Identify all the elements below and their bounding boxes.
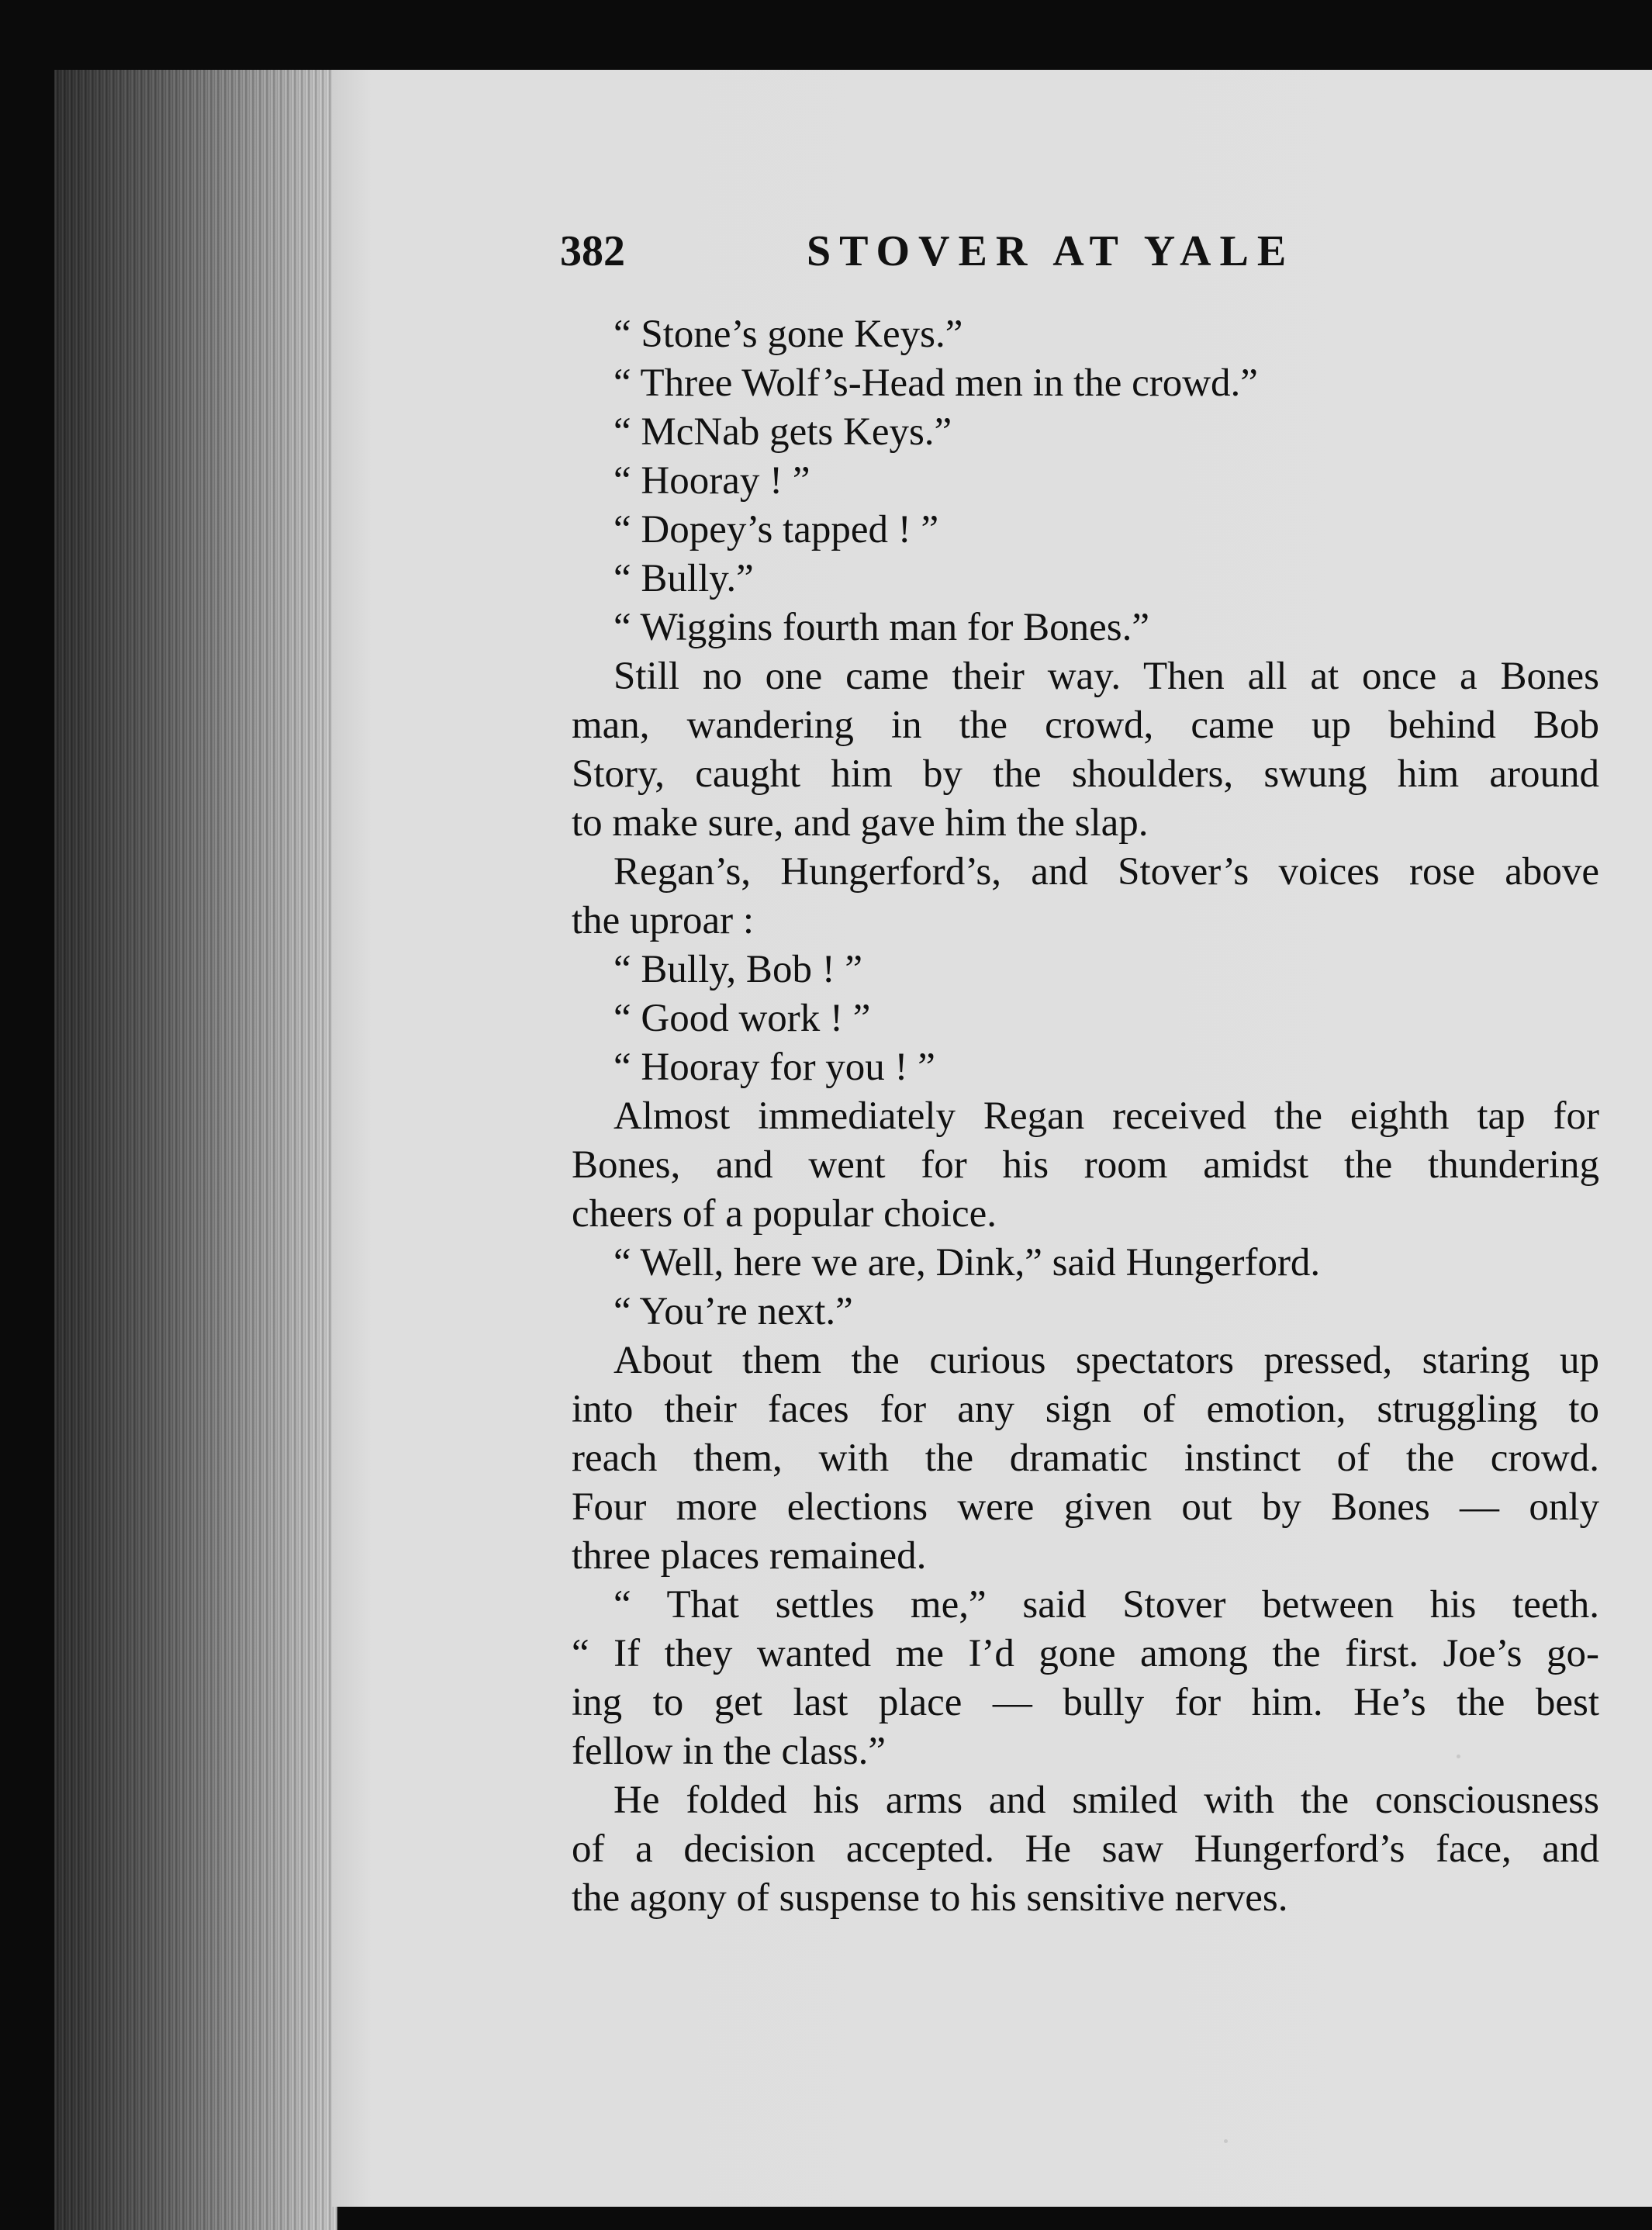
text-line: three places remained. <box>572 1534 927 1578</box>
text-line: into their faces for any sign of emotion, struggling to <box>572 1388 1599 1431</box>
text-line: “ Hooray for you ! ” <box>613 1046 935 1089</box>
book-page-edges <box>54 70 337 2230</box>
running-head: STOVER AT YALE <box>807 227 1295 275</box>
text-line: Bones, and went for his room amidst the thundering <box>572 1143 1599 1187</box>
text-line: to make sure, and gave him the slap. <box>572 801 1149 845</box>
text-line: Four more elections were given out by Bones — only <box>572 1485 1599 1529</box>
text-line: “ Three Wolf’s-Head men in the crowd.” <box>613 361 1258 405</box>
text-line: “ Hooray ! ” <box>613 459 810 503</box>
text-line: “ Dopey’s tapped ! ” <box>613 508 939 551</box>
paper-speck <box>1224 2139 1228 2143</box>
text-line: “ Bully, Bob ! ” <box>613 948 863 991</box>
text-line: man, wandering in the crowd, came up behind Bob <box>572 704 1599 747</box>
text-line: “ If they wanted me I’d gone among the first. Joe’s go- <box>572 1632 1599 1675</box>
text-line: “ Wiggins fourth man for Bones.” <box>613 606 1150 649</box>
text-line: Still no one came their way. Then all at once a Bones <box>613 655 1599 698</box>
text-line: reach them, with the dramatic instinct of the crowd. <box>572 1437 1599 1480</box>
body-text <box>572 310 1599 1923</box>
text-line: About them the curious spectators pressed, staring up <box>613 1339 1599 1382</box>
text-line: of a decision accepted. He saw Hungerford’s face, and <box>572 1827 1599 1871</box>
text-line: “ Bully.” <box>613 557 754 600</box>
text-line: He folded his arms and smiled with the consciousness <box>613 1779 1599 1822</box>
text-line: fellow in the class.” <box>572 1730 886 1773</box>
text-line: “ McNab gets Keys.” <box>613 410 952 454</box>
page-header <box>0 226 1652 289</box>
text-line: Regan’s, Hungerford’s, and Stover’s voices rose above <box>613 850 1599 894</box>
text-line: cheers of a popular choice. <box>572 1192 997 1236</box>
page-number: 382 <box>560 227 625 275</box>
text-line: ing to get last place — bully for him. He’s the best <box>572 1681 1599 1724</box>
paper-speck <box>1457 1755 1460 1758</box>
text-line: “ Good work ! ” <box>613 997 871 1040</box>
text-line: “ Well, here we are, Dink,” said Hungerford. <box>613 1241 1321 1284</box>
text-line: the agony of suspense to his sensitive nerves. <box>572 1876 1288 1920</box>
text-line: “ That settles me,” said Stover between his teeth. <box>613 1583 1599 1627</box>
text-line: the uproar : <box>572 899 755 942</box>
text-line: “ You’re next.” <box>613 1290 853 1333</box>
text-line: Story, caught him by the shoulders, swung him around <box>572 752 1599 796</box>
text-line: Almost immediately Regan received the eighth tap for <box>613 1094 1599 1138</box>
text-line: “ Stone’s gone Keys.” <box>613 313 963 356</box>
